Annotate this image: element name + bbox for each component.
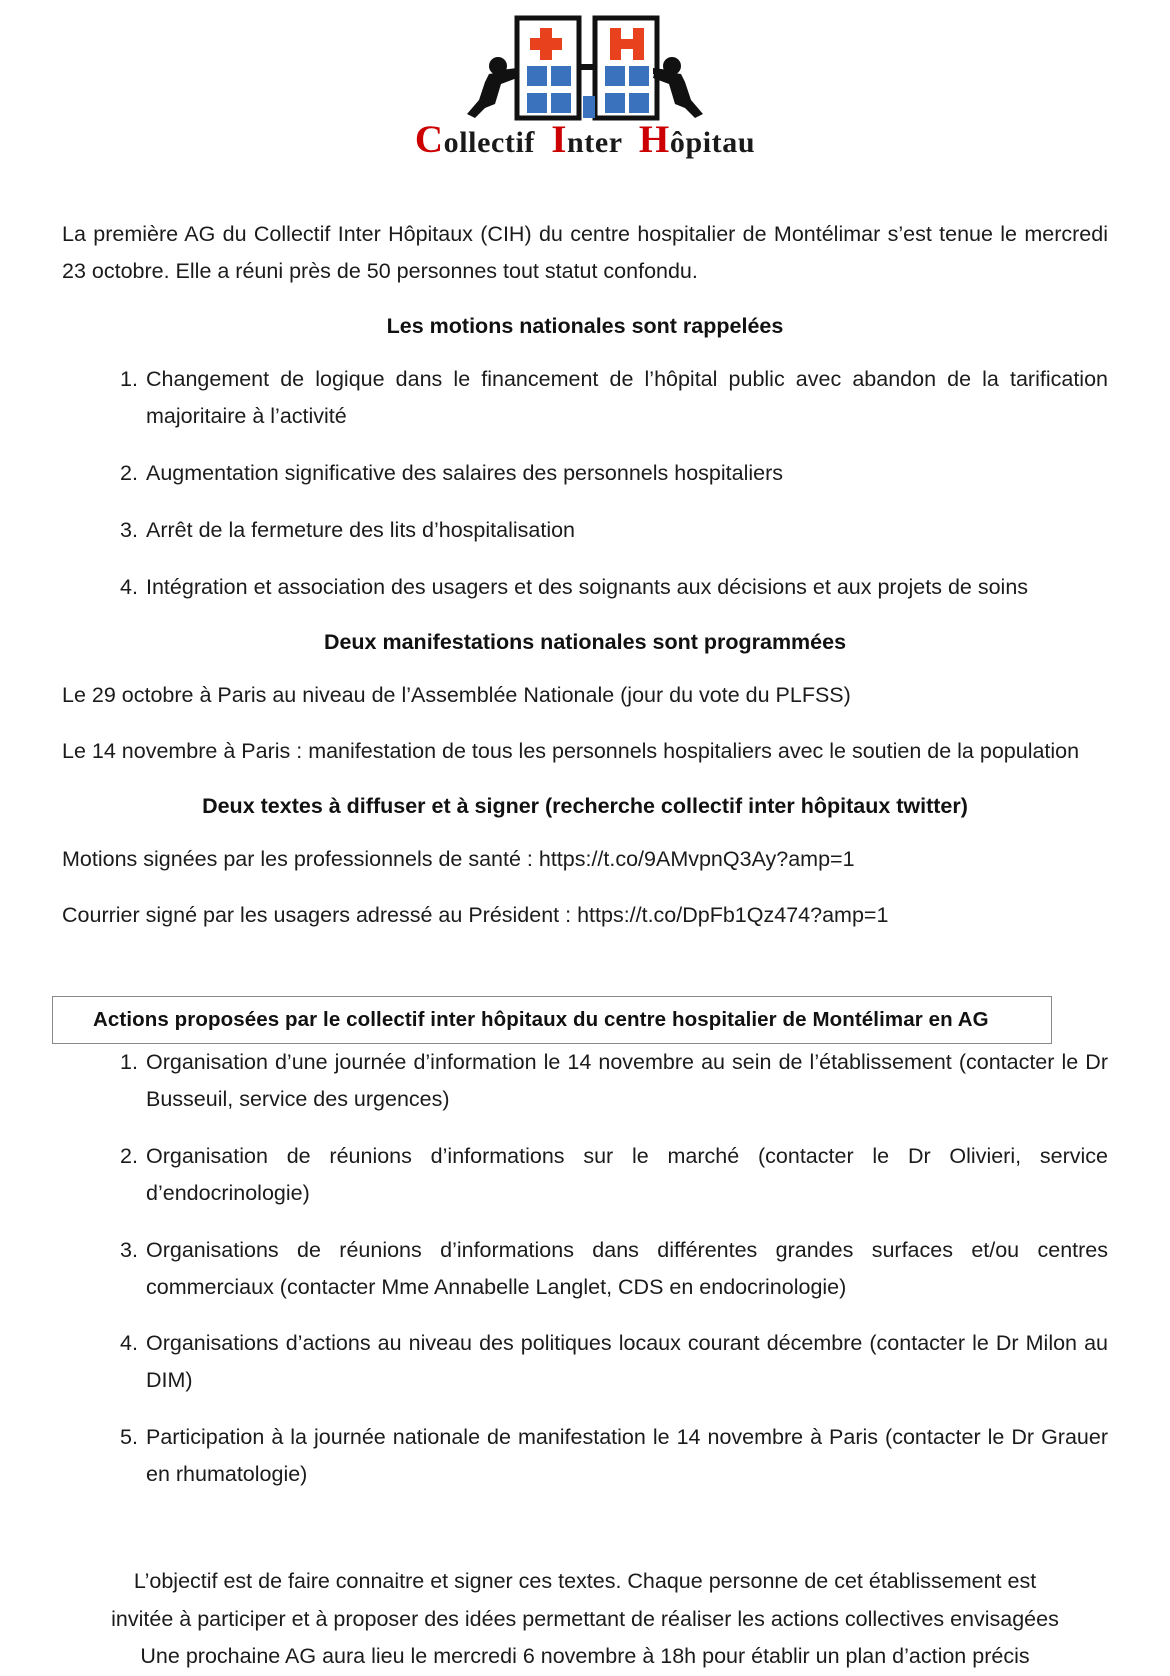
heading-textes-a-diffuser: Deux textes à diffuser et à signer (recherche collectif inter hôpitaux twitter) xyxy=(202,793,968,818)
motion-item-4: Intégration et association des usagers et des soignants aux décisions et aux projets de soins xyxy=(146,574,1029,599)
action-item-3: Organisations de réunions d’informations dans différentes grandes surfaces et/ou centres commerciaux (contacter Mme Annabelle Langlet, CDS en endocrinologie) xyxy=(146,1237,1108,1299)
motion-item-2: Augmentation significative des salaires des personnels hospitaliers xyxy=(146,460,783,485)
hospital-logo-icon xyxy=(445,8,725,130)
logo-wordmark xyxy=(414,118,756,161)
heading-motions-nationales: Les motions nationales sont rappelées xyxy=(386,313,784,338)
action-item-5: Participation à la journée nationale de manifestation le 14 novembre à Paris (contacter le Dr Grauer en rhumatologie) xyxy=(146,1425,1108,1487)
closing-line-1: L’objectif est de faire connaitre et signer ces textes. Chaque personne de cet établissement est xyxy=(133,1569,1037,1594)
motions-signees-line xyxy=(62,841,1108,878)
motions-signees-url[interactable]: https://t.co/9AMvpnQ3Ay?amp=1 xyxy=(538,846,855,871)
logo-block xyxy=(0,0,1170,160)
pushing-figure-left-icon xyxy=(467,57,517,118)
courrier-signe-url[interactable]: https://t.co/DpFb1Qz474?amp=1 xyxy=(577,902,889,927)
actions-boxed-title: Actions proposées par le collectif inter hôpitaux du centre hospitalier de Montélimar en AG xyxy=(52,996,1052,1044)
courrier-signe-line xyxy=(62,897,1108,934)
manifestation-line-1: Le 29 octobre à Paris au niveau de l’Assemblée Nationale (jour du vote du PLFSS) xyxy=(62,682,851,707)
intro-paragraph: La première AG du Collectif Inter Hôpitaux (CIH) du centre hospitalier de Montélimar s’est tenue le mercredi 23 octobre. Elle a réuni près de 50 personnes tout statut confondu. xyxy=(62,222,1108,283)
logo-word-inter: nter xyxy=(567,126,623,159)
motions-list xyxy=(62,361,1108,606)
logo-letter-i: I xyxy=(551,118,567,161)
red-cross-icon xyxy=(530,28,562,60)
motion-item-3: Arrêt de la fermeture des lits d’hospitalisation xyxy=(146,517,576,542)
logo-word-hopitaux: ôpitau xyxy=(669,126,756,159)
heading-manifestations: Deux manifestations nationales sont programmées xyxy=(323,629,847,654)
action-item-1: Organisation d’une journée d’information le 14 novembre au sein de l’établissement (contacter le Dr Busseuil, service des urgences) xyxy=(146,1049,1108,1111)
manifestation-line-2: Le 14 novembre à Paris : manifestation de tous les personnels hospitaliers avec le soutien de la population xyxy=(62,738,1080,763)
logo-letter-c: C xyxy=(414,118,444,161)
action-item-4: Organisations d’actions au niveau des politiques locaux courant décembre (contacter le Dr Milon au DIM) xyxy=(146,1331,1108,1393)
closing-line-2: invitée à participer et à proposer des idées permettant de réaliser les actions collectives envisagées xyxy=(111,1606,1059,1631)
logo-word-collectif: ollectif xyxy=(443,126,536,159)
actions-list xyxy=(62,1044,1108,1494)
logo-letter-h: H xyxy=(638,118,670,161)
closing-line-3: Une prochaine AG aura lieu le mercredi 6 novembre à 18h pour établir un plan d’action précis xyxy=(140,1644,1030,1669)
motion-item-1: Changement de logique dans le financement de l’hôpital public avec abandon de la tarification majoritaire à l’activité xyxy=(146,366,1108,428)
courrier-signe-label: Courrier signé par les usagers adressé au Président : xyxy=(62,902,578,927)
motions-signees-label: Motions signées par les professionnels de santé : xyxy=(62,846,539,871)
action-item-2: Organisation de réunions d’informations sur le marché (contacter le Dr Olivieri, service d’endocrinologie) xyxy=(146,1143,1108,1205)
document-body xyxy=(0,216,1170,1676)
pushing-figure-right-icon xyxy=(653,57,703,118)
red-h-icon xyxy=(610,28,644,60)
closing-block xyxy=(62,1563,1108,1675)
